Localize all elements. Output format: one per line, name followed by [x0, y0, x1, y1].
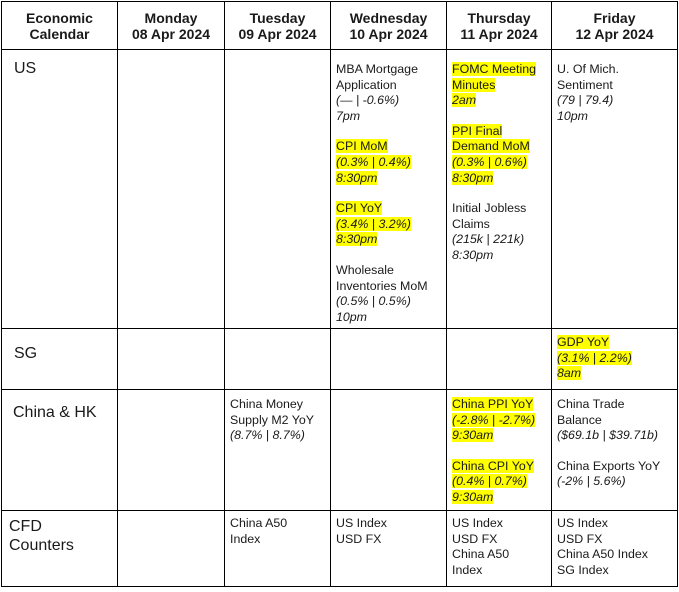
event-name-line: Initial Jobless [452, 201, 527, 216]
event-time-text: 8:30pm [336, 232, 378, 247]
cfd-counter-item: China A50 [230, 516, 288, 530]
row-china-hk [2, 390, 678, 511]
cfd-counter-item: Index [452, 562, 483, 577]
event-name-line: U. Of Mich. [557, 62, 619, 76]
row-label-us: US [2, 50, 118, 329]
calendar-event [557, 397, 673, 444]
event-values-text: (— | -0.6%) [336, 93, 400, 108]
event-values-text: (0.4% | 0.7%) [452, 474, 527, 489]
event-name [452, 397, 547, 413]
cfd-counter-item: USD FX [336, 531, 382, 546]
event-values-text: (0.3% | 0.6%) [452, 154, 527, 169]
event-values-text: (-2.8% | -2.7%) [452, 412, 536, 427]
event-time [336, 171, 442, 187]
cfd-counter-item: China A50 Index [557, 547, 648, 562]
event-values [336, 294, 442, 310]
event-name [336, 263, 442, 294]
event-values [452, 474, 547, 490]
economic-calendar-table [1, 1, 678, 587]
cell-sg-tuesday [225, 329, 331, 390]
event-name-line: Supply M2 YoY [230, 412, 315, 427]
header-economic-calendar: Economic Calendar [2, 2, 118, 50]
row-us [2, 50, 678, 329]
cell-us-thursday [447, 50, 552, 329]
event-time-text: 9:30am [452, 489, 494, 504]
event-values [557, 93, 673, 109]
event-name-line: MBA Mortgage [336, 62, 418, 76]
cell-cfd-monday [118, 511, 225, 587]
header-wednesday: Wednesday 10 Apr 2024 [331, 2, 447, 50]
event-name [336, 62, 442, 93]
event-time [452, 428, 547, 444]
calendar-event [452, 459, 547, 506]
event-time-text: 9:30am [452, 428, 494, 443]
event-name [452, 124, 547, 155]
event-name-line: Wholesale [336, 262, 394, 277]
header-thursday: Thursday 11 Apr 2024 [447, 2, 552, 50]
row-label-china-hk: China & HK [2, 390, 118, 511]
cell-sg-monday [118, 329, 225, 390]
event-values-text: (8.7% | 8.7%) [230, 428, 305, 443]
cfd-counter-item: US Index [452, 516, 503, 530]
event-name-line: Demand MoM [452, 139, 530, 154]
event-name-line: CPI MoM [336, 139, 388, 154]
event-name-line: Sentiment [557, 77, 613, 92]
event-name [557, 62, 673, 93]
calendar-event [336, 139, 442, 186]
event-name [557, 459, 673, 475]
cfd-counter-item: US Index [557, 516, 608, 530]
event-time-text: 2am [452, 93, 477, 108]
event-values [452, 413, 547, 429]
cell-sg-wednesday [331, 329, 447, 390]
event-time [336, 310, 442, 326]
calendar-event [336, 62, 442, 124]
event-time [452, 171, 547, 187]
cell-us-monday [118, 50, 225, 329]
calendar-event [230, 397, 326, 444]
calendar-event [557, 459, 673, 490]
calendar-event [336, 263, 442, 325]
row-sg [2, 329, 678, 390]
cell-us-friday [552, 50, 678, 329]
event-name-line: Minutes [452, 77, 496, 92]
event-name [452, 459, 547, 475]
event-time-text: 8am [557, 366, 582, 381]
event-values-text: (0.5% | 0.5%) [336, 294, 411, 309]
cfd-counter-item: SG Index [557, 562, 609, 577]
cell-chk-wednesday [331, 390, 447, 511]
event-time [336, 109, 442, 125]
event-values-text: ($69.1b | $39.71b) [557, 428, 659, 443]
event-values-text: (-2% | 5.6%) [557, 474, 626, 489]
event-name-line: Inventories MoM [336, 278, 428, 293]
cfd-counter-item: China A50 [452, 547, 510, 562]
event-time-text: 7pm [336, 108, 361, 123]
cfd-counter-item: Index [230, 531, 261, 546]
event-name-line: China Money [230, 397, 304, 411]
cell-chk-tuesday [225, 390, 331, 511]
event-time [452, 93, 547, 109]
calendar-event [336, 201, 442, 248]
event-values-text: (3.1% | 2.2%) [557, 350, 632, 365]
event-values [336, 93, 442, 109]
row-label-sg: SG [2, 329, 118, 390]
event-values-text: (79 | 79.4) [557, 93, 614, 108]
event-name-line: China PPI YoY [452, 397, 534, 411]
event-values [452, 232, 547, 248]
cell-cfd-thursday [447, 511, 552, 587]
event-time-text: 8:30pm [336, 170, 378, 185]
event-name-line: China CPI YoY [452, 458, 534, 473]
event-values-text: (215k | 221k) [452, 232, 525, 247]
event-time [452, 490, 547, 506]
cell-chk-thursday [447, 390, 552, 511]
calendar-event [452, 124, 547, 186]
event-name-line: Balance [557, 412, 602, 427]
cell-us-wednesday [331, 50, 447, 329]
event-time [336, 232, 442, 248]
cell-us-tuesday [225, 50, 331, 329]
event-name-line: FOMC Meeting [452, 62, 536, 76]
event-values [557, 474, 673, 490]
event-name-line: GDP YoY [557, 335, 610, 349]
header-monday: Monday 08 Apr 2024 [118, 2, 225, 50]
calendar-event [452, 397, 547, 444]
cfd-counter-item: USD FX [557, 531, 603, 546]
cell-cfd-friday [552, 511, 678, 587]
cell-cfd-wednesday [331, 511, 447, 587]
event-name-line: China Trade [557, 397, 625, 411]
event-time-text: 10pm [336, 309, 367, 324]
event-name-line: CPI YoY [336, 201, 383, 216]
event-name-line: Application [336, 77, 397, 92]
header-row [2, 2, 678, 50]
cell-sg-thursday [447, 329, 552, 390]
cell-chk-friday [552, 390, 678, 511]
event-time-text: 10pm [557, 108, 588, 123]
cfd-counter-item: USD FX [452, 531, 498, 546]
event-time [452, 248, 547, 264]
cell-chk-monday [118, 390, 225, 511]
event-time-text: 8:30pm [452, 170, 494, 185]
header-tuesday: Tuesday 09 Apr 2024 [225, 2, 331, 50]
cell-cfd-tuesday [225, 511, 331, 587]
event-name-line: PPI Final [452, 123, 503, 138]
event-values [336, 217, 442, 233]
event-name [452, 62, 547, 93]
event-values-text: (0.3% | 0.4%) [336, 154, 411, 169]
event-name [230, 397, 326, 428]
event-name [557, 397, 673, 428]
cell-sg-friday [552, 329, 678, 390]
event-time [557, 109, 673, 125]
row-cfd-counters [2, 511, 678, 587]
event-values [557, 351, 673, 367]
row-label-cfd-counters: CFD Counters [2, 511, 118, 587]
event-time [557, 366, 673, 382]
event-name [452, 201, 547, 232]
calendar-event [452, 62, 547, 109]
event-name [336, 201, 442, 217]
calendar-event [452, 201, 547, 263]
calendar-event [557, 62, 673, 124]
event-values [557, 428, 673, 444]
event-name-line: Claims [452, 216, 490, 231]
event-values [452, 155, 547, 171]
event-values [336, 155, 442, 171]
event-values-text: (3.4% | 3.2%) [336, 216, 411, 231]
cfd-counter-item: US Index [336, 516, 387, 530]
event-name-line: China Exports YoY [557, 458, 661, 473]
event-name [557, 335, 673, 351]
calendar-event [557, 335, 673, 382]
event-values [230, 428, 326, 444]
event-time-text: 8:30pm [452, 247, 494, 262]
header-friday: Friday 12 Apr 2024 [552, 2, 678, 50]
event-name [336, 139, 442, 155]
